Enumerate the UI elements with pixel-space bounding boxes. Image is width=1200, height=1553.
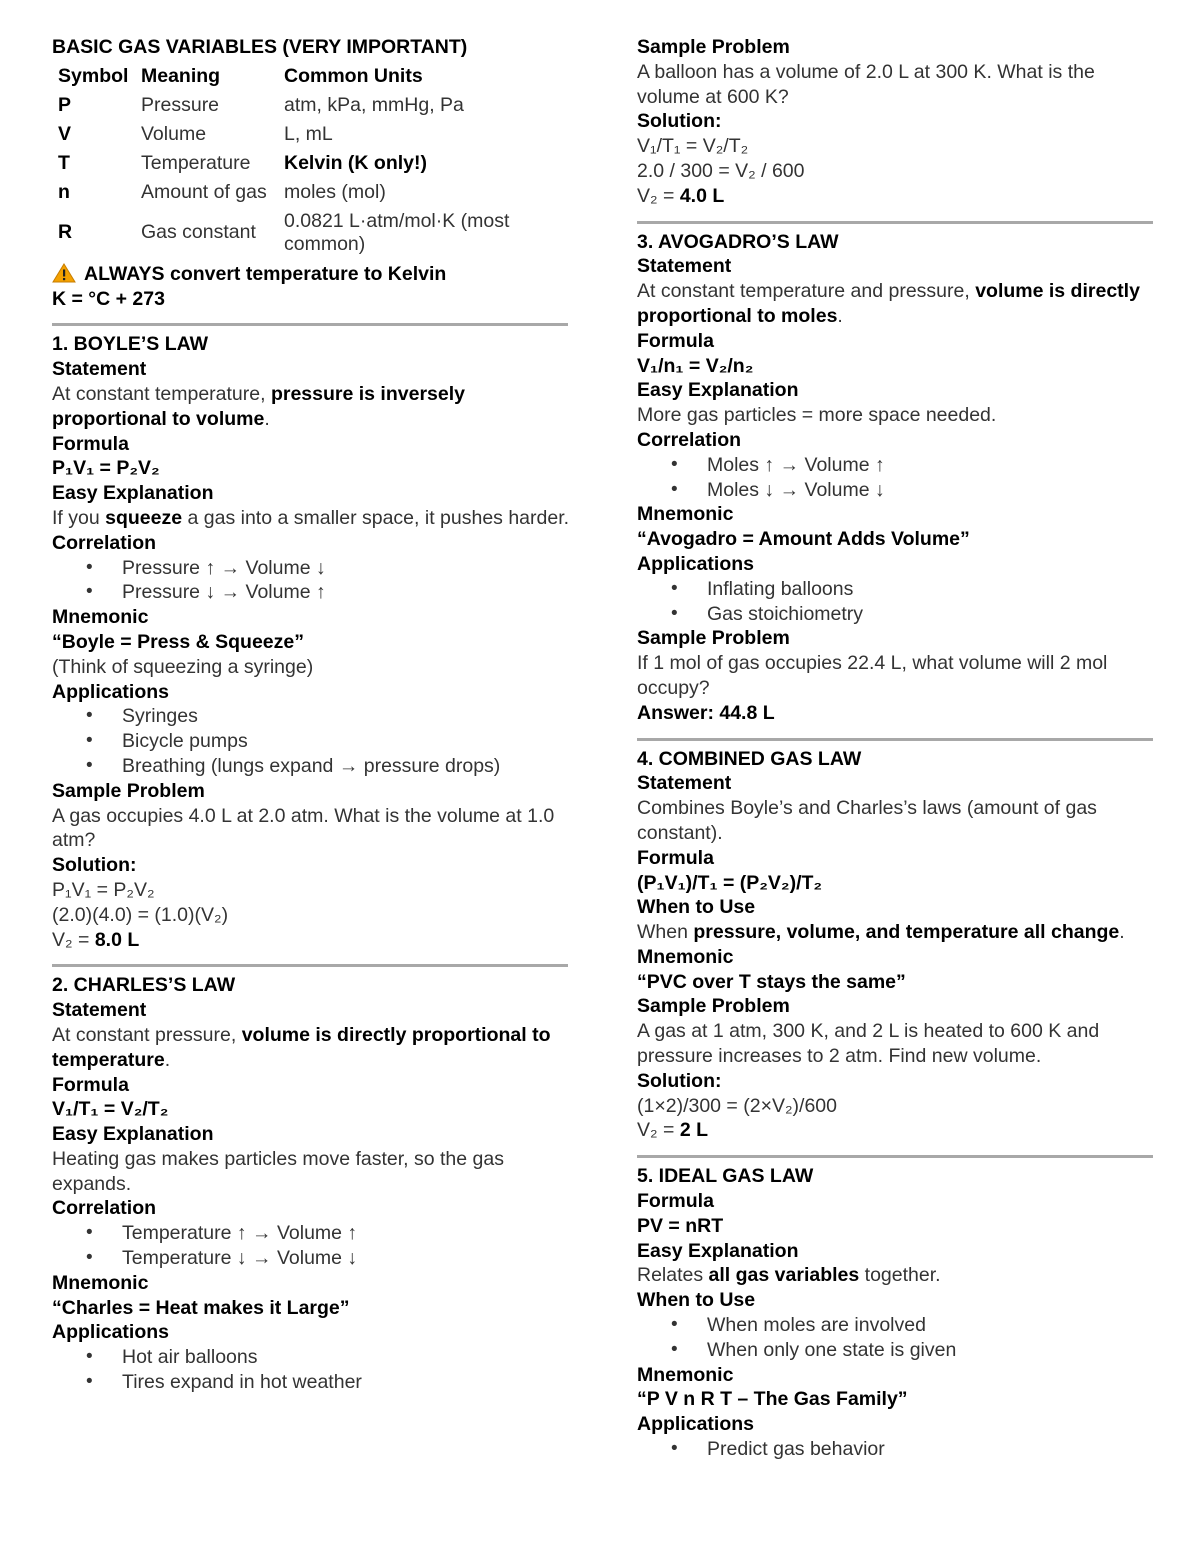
ideal-title: 5. IDEAL GAS LAW xyxy=(637,1165,814,1188)
solution-heading: Solution: xyxy=(637,1069,722,1092)
section-divider xyxy=(637,1155,1153,1158)
boyle-mnemonic-note: (Think of squeezing a syringe) xyxy=(52,655,314,678)
ideal-formula: PV = nRT xyxy=(637,1214,724,1237)
warning-text: ALWAYS convert temperature to Kelvin xyxy=(84,262,447,285)
list-item: • Moles ↓ → Volume ↓ xyxy=(707,478,1157,503)
applications-heading: Applications xyxy=(637,1413,755,1436)
combined-formula: (P₁V₁)/T₁ = (P₂V₂)/T₂ xyxy=(637,871,823,894)
combined-when: When pressure, volume, and temperature all change. xyxy=(637,921,1125,944)
table-row xyxy=(55,207,548,259)
table-cell: 0.0821 L·atm/mol·K (most common) xyxy=(284,209,510,255)
combined-statement: Combines Boyle’s and Charles’s laws (amount of gas constant). xyxy=(637,797,1097,844)
table-row xyxy=(55,149,548,178)
ideal-explanation: Relates all gas variables together. xyxy=(637,1264,941,1287)
section-divider xyxy=(637,221,1153,224)
list-item: • Pressure ↑ → Volume ↓ xyxy=(122,556,572,581)
statement-heading: Statement xyxy=(52,999,147,1022)
mnemonic-heading: Mnemonic xyxy=(637,503,734,526)
boyle-statement: At constant temperature, pressure is inversely proportional to volume. xyxy=(52,382,465,430)
section-divider xyxy=(637,738,1153,741)
charles-formula: V₁/T₁ = V₂/T₂ xyxy=(52,1098,169,1121)
list-item: • Hot air balloons xyxy=(122,1345,572,1370)
statement-heading: Statement xyxy=(637,772,732,795)
avogadro-statement: At constant temperature and pressure, volume is directly proportional to moles. xyxy=(637,280,1140,327)
table-cell: Gas constant xyxy=(141,221,256,244)
table-row xyxy=(55,91,548,120)
table-cell: moles (mol) xyxy=(284,180,386,203)
sample-problem-heading: Sample Problem xyxy=(52,779,205,802)
boyle-mnemonic: “Boyle = Press & Squeeze” xyxy=(52,630,304,653)
table-header: Symbol xyxy=(58,64,129,87)
statement-heading: Statement xyxy=(637,255,732,278)
list-item: • Pressure ↓ → Volume ↑ xyxy=(122,580,572,605)
list-item: • Gas stoichiometry xyxy=(707,602,1157,627)
table-cell: Temperature xyxy=(141,151,251,174)
list-item: • Predict gas behavior xyxy=(707,1437,1157,1462)
combined-title: 4. COMBINED GAS LAW xyxy=(637,747,862,770)
charles-statement: At constant pressure, volume is directly proportional to temperature. xyxy=(52,1023,551,1071)
list-item: • Temperature ↓ → Volume ↓ xyxy=(122,1246,572,1271)
section-divider xyxy=(52,323,568,326)
basic-title: BASIC GAS VARIABLES (VERY IMPORTANT) xyxy=(52,36,468,58)
table-header: Meaning xyxy=(141,64,221,87)
correlation-heading: Correlation xyxy=(637,428,742,451)
left-column xyxy=(52,35,572,1395)
list-item: • Inflating balloons xyxy=(707,577,1157,602)
explanation-heading: Easy Explanation xyxy=(637,379,799,402)
avogadro-problem: If 1 mol of gas occupies 22.4 L, what volume will 2 mol occupy? xyxy=(637,652,1108,699)
charles-explanation: Heating gas makes particles move faster, so the gas expands. xyxy=(52,1147,504,1195)
mnemonic-heading: Mnemonic xyxy=(52,606,149,629)
boyle-explanation: If you squeeze a gas into a smaller space, it pushes harder. xyxy=(52,506,570,529)
when-to-use-heading: When to Use xyxy=(637,896,756,919)
table-cell: Amount of gas xyxy=(141,180,267,203)
table-cell: T xyxy=(58,151,70,174)
kelvin-warning xyxy=(52,262,572,287)
statement-heading: Statement xyxy=(52,358,147,381)
boyle-answer: V₂ = 8.0 L xyxy=(52,928,140,951)
list-item: • Bicycle pumps xyxy=(122,729,572,754)
sample-problem-heading: Sample Problem xyxy=(637,36,790,58)
combined-mnemonic: “PVC over T stays the same” xyxy=(637,970,906,993)
charles-answer: V₂ = 4.0 L xyxy=(637,184,725,207)
correlation-heading: Correlation xyxy=(52,531,157,554)
charles-solution-line: V₁/T₁ = V₂/T₂ xyxy=(637,135,749,158)
applications-heading: Applications xyxy=(637,552,755,575)
boyle-solution-line: P₁V₁ = P₂V₂ xyxy=(52,878,155,901)
combined-answer: V₂ = 2 L xyxy=(637,1119,708,1142)
formula-heading: Formula xyxy=(52,432,129,455)
table-cell: n xyxy=(58,180,70,203)
section-divider xyxy=(52,964,568,967)
table-cell: Volume xyxy=(141,122,207,145)
combined-solution-line: (1×2)/300 = (2×V₂)/600 xyxy=(637,1094,837,1117)
mnemonic-heading: Mnemonic xyxy=(52,1271,149,1294)
table-cell: atm, kPa, mmHg, Pa xyxy=(284,93,464,116)
boyle-title: 1. BOYLE’S LAW xyxy=(52,333,209,356)
table-row xyxy=(55,178,548,207)
table-cell: P xyxy=(58,93,72,116)
applications-heading: Applications xyxy=(52,1321,170,1344)
table-cell: V xyxy=(58,122,72,145)
list-item: • Breathing (lungs expand → pressure drops) xyxy=(122,754,572,779)
formula-heading: Formula xyxy=(637,846,714,869)
ideal-mnemonic: “P V n R T – The Gas Family” xyxy=(637,1388,908,1411)
sample-problem-heading: Sample Problem xyxy=(637,627,790,650)
list-item: • Moles ↑ → Volume ↑ xyxy=(707,453,1157,478)
avogadro-title: 3. AVOGADRO’S LAW xyxy=(637,230,839,253)
avogadro-mnemonic: “Avogadro = Amount Adds Volume” xyxy=(637,528,970,551)
boyle-formula: P₁V₁ = P₂V₂ xyxy=(52,457,160,480)
explanation-heading: Easy Explanation xyxy=(52,1123,214,1146)
list-item: • Syringes xyxy=(122,704,572,729)
variables-table xyxy=(55,62,548,259)
combined-problem: A gas at 1 atm, 300 K, and 2 L is heated to 600 K and pressure increases to 2 atm. Find new volume. xyxy=(637,1020,1100,1068)
kelvin-formula: K = °C + 273 xyxy=(52,287,165,310)
charles-solution-line: 2.0 / 300 = V₂ / 600 xyxy=(637,159,805,182)
when-to-use-heading: When to Use xyxy=(637,1289,756,1312)
right-column xyxy=(637,35,1157,1462)
table-cell: L, mL xyxy=(284,122,333,145)
explanation-heading: Easy Explanation xyxy=(637,1239,799,1262)
ideal-applications-list xyxy=(637,1437,1157,1462)
boyle-problem: A gas occupies 4.0 L at 2.0 atm. What is the volume at 1.0 atm? xyxy=(52,804,555,852)
warning-triangle-icon xyxy=(52,263,76,283)
list-item: • Tires expand in hot weather xyxy=(122,1370,572,1395)
boyle-applications-list xyxy=(52,704,572,778)
formula-heading: Formula xyxy=(52,1073,129,1096)
avogadro-formula: V₁/n₁ = V₂/n₂ xyxy=(637,354,754,377)
avogadro-explanation: More gas particles = more space needed. xyxy=(637,404,997,427)
mnemonic-heading: Mnemonic xyxy=(637,945,734,968)
table-header-row xyxy=(55,62,548,91)
avogadro-applications-list xyxy=(637,577,1157,627)
charles-mnemonic: “Charles = Heat makes it Large” xyxy=(52,1296,350,1319)
avogadro-correlation-list xyxy=(637,453,1157,503)
solution-heading: Solution: xyxy=(52,854,137,877)
list-item: • When moles are involved xyxy=(707,1313,1157,1338)
table-cell: R xyxy=(58,221,73,244)
formula-heading: Formula xyxy=(637,1190,714,1213)
charles-problem: A balloon has a volume of 2.0 L at 300 K. What is the volume at 600 K? xyxy=(637,60,1095,108)
table-header: Common Units xyxy=(284,64,423,87)
charles-applications-list xyxy=(52,1345,572,1395)
formula-heading: Formula xyxy=(637,329,714,352)
correlation-heading: Correlation xyxy=(52,1197,157,1220)
table-cell: Pressure xyxy=(141,93,220,116)
boyle-solution-line: (2.0)(4.0) = (1.0)(V₂) xyxy=(52,903,229,926)
charles-title: 2. CHARLES’S LAW xyxy=(52,974,236,997)
explanation-heading: Easy Explanation xyxy=(52,482,214,505)
mnemonic-heading: Mnemonic xyxy=(637,1363,734,1386)
sample-problem-heading: Sample Problem xyxy=(637,995,790,1018)
applications-heading: Applications xyxy=(52,680,170,703)
list-item: • When only one state is given xyxy=(707,1338,1157,1363)
table-row xyxy=(55,120,548,149)
ideal-when-list xyxy=(637,1313,1157,1363)
boyle-correlation-list xyxy=(52,556,572,606)
list-item: • Temperature ↑ → Volume ↑ xyxy=(122,1221,572,1246)
table-cell: Kelvin (K only!) xyxy=(284,151,428,174)
solution-heading: Solution: xyxy=(637,110,722,133)
avogadro-answer: Answer: 44.8 L xyxy=(637,701,775,724)
charles-correlation-list xyxy=(52,1221,572,1271)
